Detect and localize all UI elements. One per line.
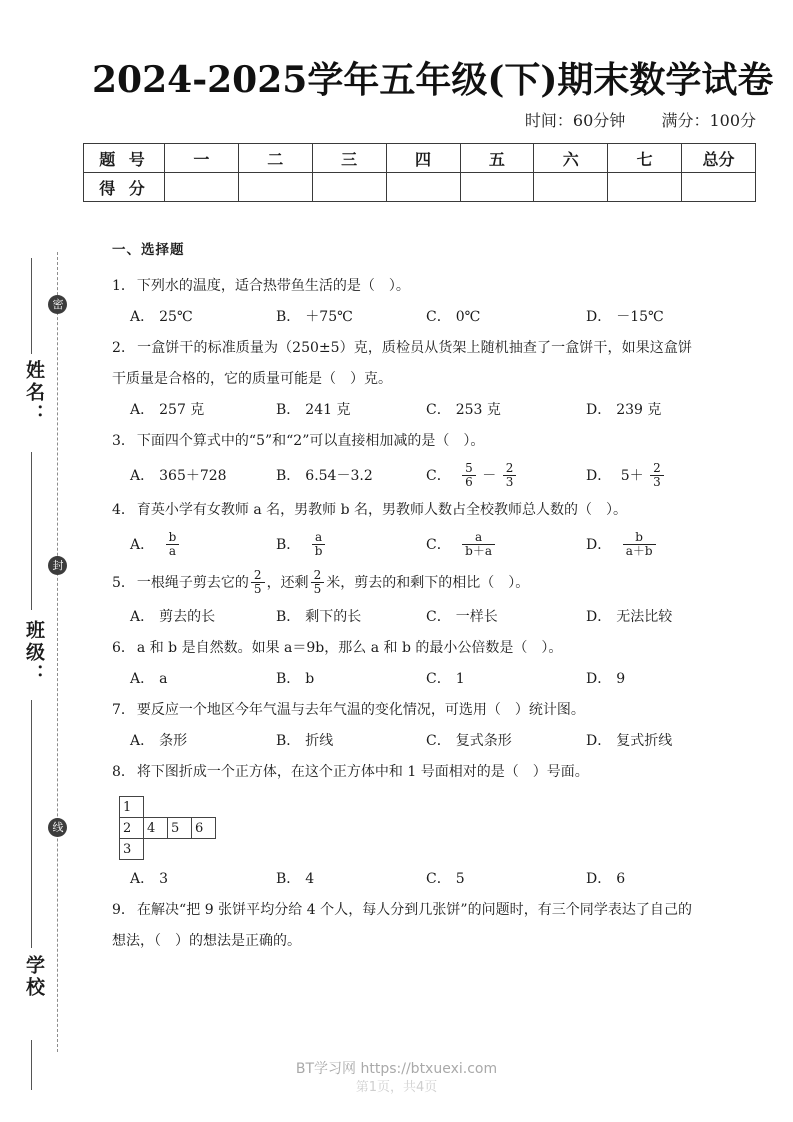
exam-total-score: 满分：100分 [661,111,756,130]
table-row-headers [84,144,756,173]
table-row-scores [84,173,756,202]
question-3 [112,426,692,495]
cube-net-row-3 [120,839,280,860]
question-5-text-part1: 一根绳子剪去它的 [136,575,249,591]
question-2-option-b[interactable]: B． 241 克 [276,402,351,418]
fraction-b-over-a-plus-b: $\frac{b}{a+b}$ [623,531,656,558]
score-col-6: 六 [534,144,608,173]
question-3-text: 下面四个算式中的“5”和“2”可以直接相加减的是（ ）。 [136,433,485,449]
question-6-text: a 和 b 是自然数。如果 a＝9b，那么 a 和 b 的最小公倍数是（ ）。 [136,640,563,656]
question-3-option-d[interactable]: D． 5＋ $\frac{2}{3}$ [586,457,666,495]
score-col-4: 四 [386,144,460,173]
question-3-option-b[interactable]: B． 6.54－3.2 [276,468,373,484]
question-4-text: 育英小学有女教师 a 名，男教师 b 名，男教师人数占全校教师总人数的（ ）。 [136,502,628,518]
question-2-option-a[interactable]: A． 257 克 [130,402,205,418]
question-7-option-b[interactable]: B． 折线 [276,733,334,749]
question-5-option-d[interactable]: D． 无法比较 [586,609,673,625]
question-6-option-c[interactable]: C． 1 [426,671,465,687]
question-3-stem [112,426,692,457]
score-cell-5[interactable] [460,173,534,202]
question-4-number: 4． [112,502,135,518]
seal-mark-icon-2: 封 [48,556,67,575]
score-table-row-label-number: 题 号 [84,144,165,173]
fraction-2-5-first: $\frac{2}{5}$ [251,569,265,596]
question-5-number: 5． [112,575,135,591]
binding-margin-strip [0,0,92,1122]
question-5-option-b[interactable]: B． 剩下的长 [276,609,362,625]
score-table [83,143,756,202]
question-1-stem [112,271,692,302]
score-table-row-label-score: 得 分 [84,173,165,202]
question-8-number: 8． [112,764,135,780]
school-write-rule-upper [31,700,32,948]
cube-net-spacer-3c [191,838,216,860]
cube-net-row-1 [120,797,280,818]
question-7 [112,695,692,757]
footer-watermark: BT学习网 https://btxuexi.com [295,1061,498,1077]
sealing-dashed-line [57,252,58,1052]
question-8-options [112,864,692,895]
score-cell-6[interactable] [534,173,608,202]
question-1-options [112,302,692,333]
cube-net-cell-1: 1 [119,796,144,818]
cube-net-spacer-3b [167,838,192,860]
question-9-text: 在解决“把 9 张饼平均分给 4 个人，每人分到几张饼”的问题时，有三个同学表达了自己的想法，（ ）的想法是正确的。 [112,902,692,949]
score-col-1: 一 [165,144,239,173]
question-2-number: 2． [112,340,136,356]
fraction-a-over-b-plus-a: $\frac{a}{b+a}$ [462,531,495,558]
question-1-option-d[interactable]: D． －15℃ [586,309,664,325]
question-2 [112,333,692,426]
question-6 [112,633,692,695]
cube-net-spacer-1a [143,796,168,818]
question-1-option-c[interactable]: C． 0℃ [426,309,481,325]
question-9 [112,895,692,957]
cube-net-cell-3: 3 [119,838,144,860]
question-5-stem [112,564,692,602]
fraction-5-6: $\frac{5}{6}$ [462,462,476,489]
question-6-options [112,664,692,695]
question-2-options [112,395,692,426]
page-title: 2024-2025学年五年级(下)期末数学试卷 [92,59,774,101]
question-9-stem [112,895,692,957]
question-8 [112,757,692,895]
question-6-option-a[interactable]: A． a [130,671,168,687]
cube-net-cell-4: 4 [143,817,168,839]
score-col-total: 总分 [682,144,756,173]
field-label-school: 学校 [23,955,45,999]
question-content [112,238,692,957]
question-6-number: 6． [112,640,135,656]
score-col-3: 三 [312,144,386,173]
question-4 [112,495,692,564]
question-8-text: 将下图折成一个正方体，在这个正方体中和 1 号面相对的是（ ）号面。 [136,764,589,780]
score-col-5: 五 [460,144,534,173]
question-2-text: 一盒饼干的标准质量为（250±5）克，质检员从货架上随机抽查了一盒饼干，如果这盒饼干质量是合格的，它的质量可能是（ ）克。 [112,340,692,387]
cube-net-cell-5: 5 [167,817,192,839]
question-4-stem [112,495,692,526]
question-7-option-c[interactable]: C． 复式条形 [426,733,512,749]
question-4-option-c[interactable]: C． $\frac{a}{b+a}$ [426,526,586,564]
question-6-option-d[interactable]: D． 9 [586,671,626,687]
question-8-option-a[interactable]: A． 3 [130,871,169,887]
question-7-options [112,726,692,757]
footer-page-indicator: 第1页，共4页 [355,1080,438,1095]
score-cell-4[interactable] [386,173,460,202]
question-4-options [112,526,692,564]
question-5 [112,564,692,633]
operator-minus: － [482,468,497,484]
question-8-option-c[interactable]: C． 5 [426,871,465,887]
cube-net-cell-6: 6 [191,817,216,839]
question-5-option-c[interactable]: C． 一样长 [426,609,498,625]
question-2-stem [112,333,692,395]
question-2-option-d[interactable]: D． 239 克 [586,402,662,418]
question-7-option-d[interactable]: D． 复式折线 [586,733,673,749]
score-cell-1[interactable] [165,173,239,202]
question-8-option-b[interactable]: B． 4 [276,871,315,887]
fraction-a-over-b: $\frac{a}{b}$ [312,531,326,558]
cube-net-spacer-3a [143,838,168,860]
fraction-2-5-second: $\frac{2}{5}$ [311,569,325,596]
question-5-text-part3: 米，剪去的和剩下的相比（ ）。 [326,575,530,591]
score-col-7: 七 [608,144,682,173]
score-cell-total[interactable] [682,173,756,202]
question-8-stem [112,757,692,788]
score-cell-7[interactable] [608,173,682,202]
question-6-stem [112,633,692,664]
question-4-option-b[interactable]: B． $\frac{a}{b}$ [276,526,426,564]
fraction-2-3: $\frac{2}{3}$ [503,462,517,489]
cube-net-diagram [120,797,280,860]
question-1-text: 下列水的温度，适合热带鱼生活的是（ ）。 [136,278,410,294]
field-label-class: 班级： [23,620,45,686]
name-write-rule [31,258,32,354]
cube-net-spacer-1c [191,796,216,818]
class-write-rule [31,452,32,610]
cube-net-cell-2: 2 [119,817,144,839]
question-1-number: 1． [112,278,135,294]
question-1-option-a[interactable]: A． 25℃ [130,309,193,325]
question-7-option-a[interactable]: A． 条形 [130,733,188,749]
question-7-text: 要反应一个地区今年气温与去年气温的变化情况，可选用（ ）统计图。 [136,702,585,718]
question-5-option-a[interactable]: A． 剪去的长 [130,609,216,625]
score-cell-2[interactable] [238,173,312,202]
question-2-option-c[interactable]: C． 253 克 [426,402,501,418]
question-5-options [112,602,692,633]
seal-mark-icon-1: 密 [48,295,67,314]
question-3-options [112,457,692,495]
question-3-option-a[interactable]: A． 365＋728 [130,468,227,484]
question-9-number: 9． [112,902,135,918]
field-label-name: 姓名： [23,360,45,426]
question-1 [112,271,692,333]
question-4-option-a[interactable]: A． $\frac{b}{a}$ [130,526,276,564]
exam-duration: 时间：60分钟 [524,111,626,130]
question-3-option-c[interactable]: C． $\frac{5}{6}$ － $\frac{2}{3}$ [426,457,586,495]
cube-net-spacer-1b [167,796,192,818]
question-3-number: 3． [112,433,135,449]
exam-meta [525,108,756,131]
fraction-2-3-d: $\frac{2}{3}$ [650,462,664,489]
fraction-b-over-a: $\frac{b}{a}$ [166,531,180,558]
question-5-text-part2: ，还剩 [266,575,309,591]
question-7-number: 7． [112,702,135,718]
question-8-option-d[interactable]: D． 6 [586,871,626,887]
question-1-option-b[interactable]: B． ＋75℃ [276,309,353,325]
score-col-2: 二 [238,144,312,173]
question-6-option-b[interactable]: B． b [276,671,315,687]
score-cell-3[interactable] [312,173,386,202]
question-7-stem [112,695,692,726]
cube-net-row-2 [120,818,280,839]
question-4-option-d[interactable]: D． $\frac{b}{a+b}$ [586,526,658,564]
operand-5-plus: 5＋ [620,468,644,484]
seal-mark-icon-3: 线 [48,818,67,837]
section-title-choice: 一、选择题 [112,242,185,258]
